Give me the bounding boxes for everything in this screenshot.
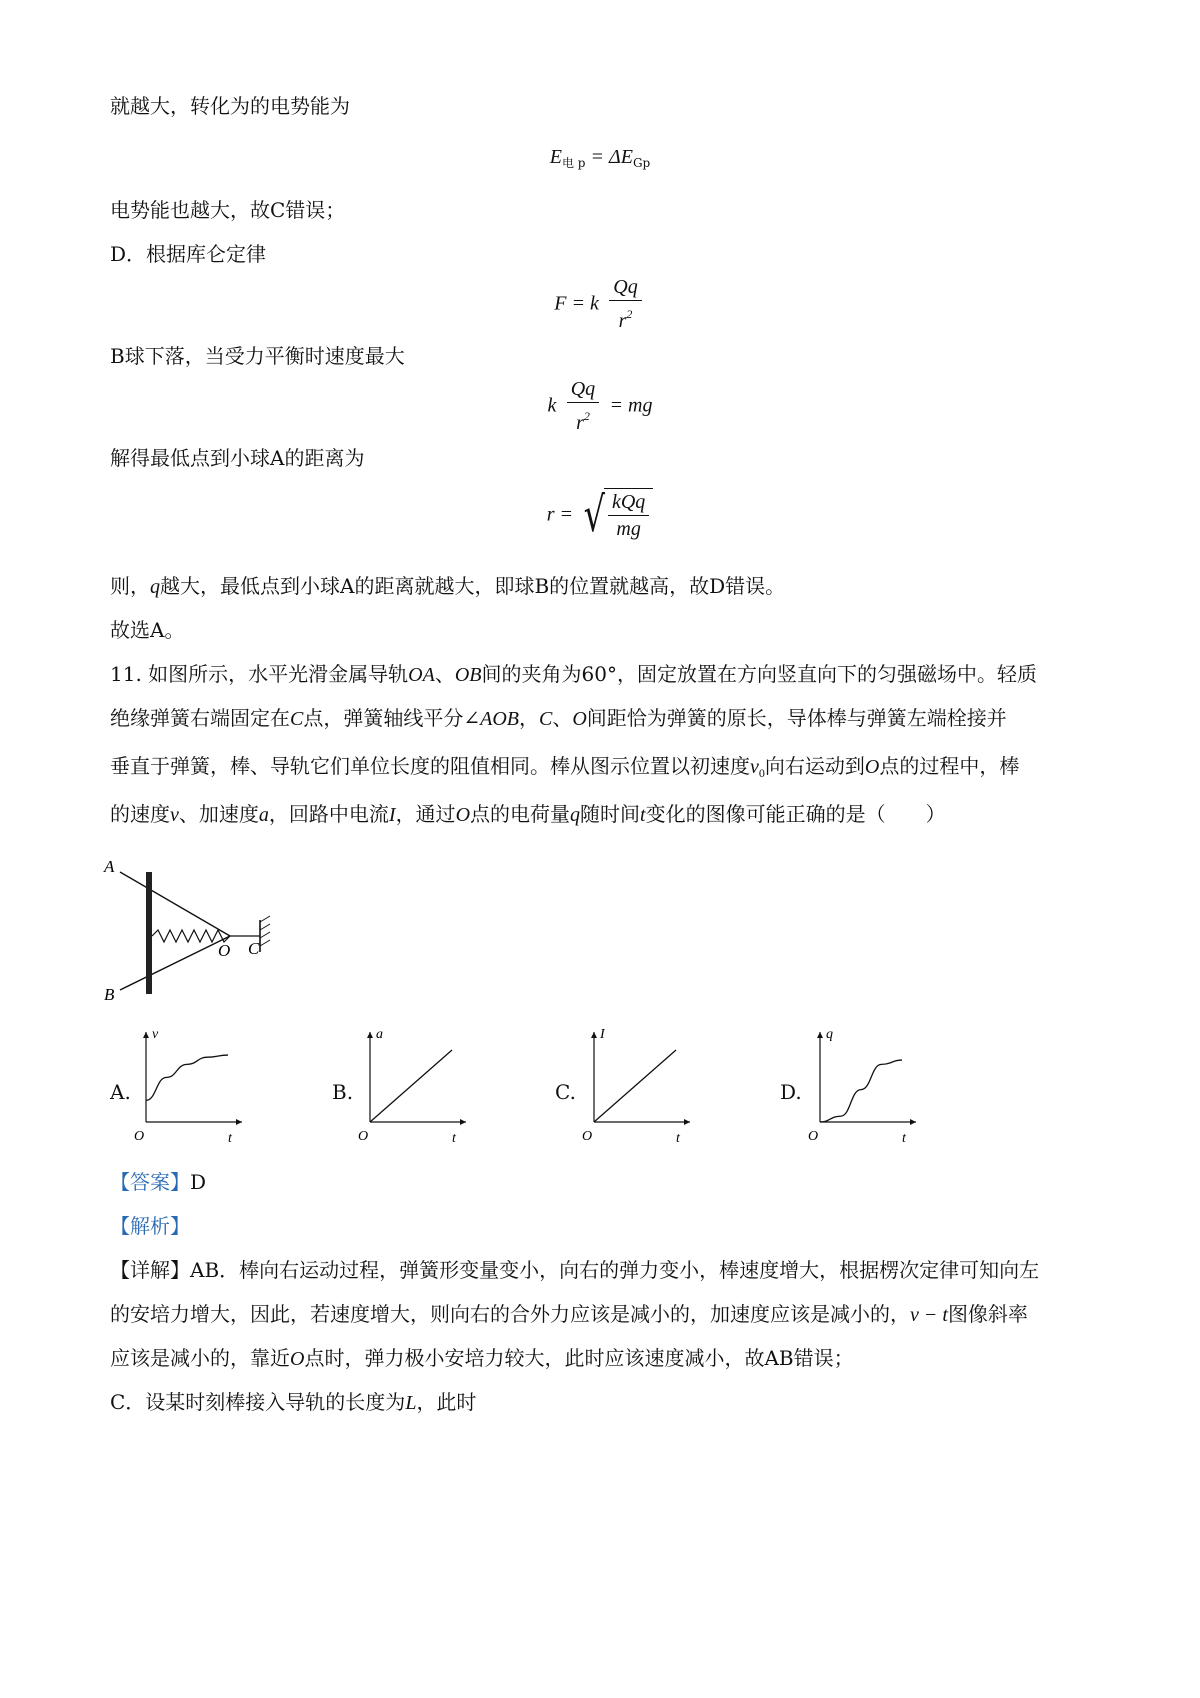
- sqrt-body: [604, 488, 653, 542]
- x-axis-arrow: [684, 1119, 690, 1125]
- text-run: 的速度: [110, 802, 170, 826]
- option-c-label[interactable]: C.: [555, 1080, 576, 1104]
- formula-symbol: E: [549, 146, 562, 168]
- text-run: 点的过程中，棒: [879, 754, 1020, 778]
- label-c: C: [248, 939, 260, 958]
- answer-line: [110, 1168, 206, 1196]
- option-d-label[interactable]: D.: [780, 1080, 802, 1104]
- origin-label: O: [134, 1129, 145, 1144]
- text-run: 点，弹簧轴线平分: [303, 706, 464, 730]
- formula-symbol: r: [618, 310, 627, 332]
- x-axis-label: t: [228, 1131, 232, 1146]
- text-run: 、: [434, 662, 455, 686]
- math-symbol: v − t: [910, 1304, 948, 1326]
- detail-line-3: [110, 1344, 854, 1373]
- text-run: 、加速度: [178, 802, 259, 826]
- numerator: Qq: [609, 274, 641, 301]
- x-axis-label: t: [452, 1131, 456, 1146]
- formula-symbol: = mg: [609, 394, 653, 417]
- question-11-line-2: [110, 704, 1007, 733]
- x-axis-arrow: [910, 1119, 916, 1125]
- formula-symbol: r: [576, 412, 584, 434]
- text-run: 变化的图像可能正确的是（ ）: [645, 802, 946, 826]
- numerator: Qq: [567, 376, 599, 403]
- hatch-mark: [260, 932, 270, 938]
- text-line: D．根据库仑定律: [110, 242, 267, 266]
- y-axis-arrow: [143, 1032, 149, 1038]
- curve-q-t: [820, 1060, 902, 1122]
- math-symbol: O: [290, 1348, 305, 1370]
- answer-tag: 【答案】: [110, 1170, 190, 1194]
- y-axis-label: v: [152, 1027, 159, 1042]
- answer-value: D: [190, 1170, 207, 1194]
- math-symbol: L: [405, 1392, 417, 1414]
- option-d-graph: [806, 1022, 936, 1152]
- text-run: 点的电荷量: [470, 802, 571, 826]
- text-run: ，: [518, 706, 539, 730]
- x-axis-label: t: [902, 1131, 906, 1146]
- option-a-graph: [132, 1022, 262, 1152]
- question-11-line-3: [110, 752, 1019, 787]
- curve-v-t: [146, 1055, 228, 1100]
- fraction: [567, 376, 599, 436]
- fraction: [608, 489, 649, 542]
- denominator: mg: [616, 518, 641, 540]
- origin-label: O: [582, 1129, 593, 1144]
- exponent: 2: [626, 307, 633, 321]
- text-run: 的安培力增大，因此，若速度增大，则向右的合外力应该是减小的，加速度应该是减小的，: [110, 1302, 910, 1326]
- math-symbol: q: [570, 804, 581, 826]
- y-axis-label: I: [600, 1027, 605, 1042]
- y-axis-label: q: [826, 1027, 833, 1042]
- math-symbol: OB: [454, 664, 482, 686]
- text-run: 垂直于弹簧，棒、导轨它们单位长度的阻值相同。棒从图示位置以初速度: [110, 754, 750, 778]
- rail-oa: [120, 872, 230, 936]
- analysis-line: [110, 1212, 190, 1240]
- text-line: 解得最低点到小球A的距离为: [110, 446, 365, 470]
- formula-symbol: r =: [546, 503, 573, 526]
- math-subscript: 0: [758, 766, 765, 780]
- detail-line-2: [110, 1300, 1028, 1329]
- denominator: [567, 403, 599, 436]
- math-symbol: O: [455, 804, 471, 826]
- text-run: 随时间: [580, 802, 641, 826]
- text-run: 应该是减小的，靠近: [110, 1346, 290, 1370]
- math-symbol: t: [640, 804, 646, 826]
- question-11-line-1: [110, 660, 1037, 689]
- text-run: 11. 如图所示，水平光滑金属导轨: [110, 662, 409, 686]
- formula-coulomb-law: [0, 274, 1200, 334]
- detail-line-1: [110, 1256, 1039, 1284]
- line-i-t: [594, 1050, 676, 1122]
- origin-label: O: [808, 1129, 819, 1144]
- text-run: C．设某时刻棒接入导轨的长度为: [110, 1390, 406, 1414]
- math-symbol: O: [572, 708, 587, 730]
- denominator: [609, 301, 641, 334]
- text-run: AB．棒向右运动过程，弹簧形变量变小，向右的弹力变小，棒速度增大，根据楞次定律可知向左: [190, 1258, 1040, 1282]
- text-line: B球下落，当受力平衡时速度最大: [110, 344, 405, 368]
- text-run: 间的夹角为60°，固定放置在方向竖直向下的匀强磁场中。轻质: [481, 662, 1037, 686]
- math-symbol: I: [388, 804, 396, 826]
- math-symbol: a: [258, 804, 269, 826]
- option-b-graph: [356, 1022, 486, 1152]
- y-axis-arrow: [367, 1032, 373, 1038]
- math-symbol: q: [150, 576, 160, 598]
- math-symbol: C: [538, 708, 553, 730]
- y-axis-arrow: [591, 1032, 597, 1038]
- formula-symbol: = ΔE: [585, 146, 633, 168]
- spring: [152, 930, 260, 942]
- math-symbol: C: [290, 708, 304, 730]
- option-a-label[interactable]: A.: [110, 1080, 131, 1104]
- origin-label: O: [358, 1129, 369, 1144]
- fraction: [609, 274, 641, 334]
- formula-force-balance: [0, 376, 1200, 436]
- formula-potential-energy: [0, 144, 1200, 171]
- label-o: O: [218, 941, 231, 960]
- text-run: 则，: [110, 574, 150, 598]
- math-symbol: O: [864, 756, 880, 778]
- formula-symbol: k: [547, 394, 557, 417]
- text-run: ，回路中电流: [268, 802, 389, 826]
- label-a: A: [104, 857, 115, 876]
- math-symbol: ∠AOB: [463, 708, 519, 730]
- text-line: 电势能也越大，故C错误；: [110, 198, 346, 222]
- x-axis-label: t: [676, 1131, 680, 1146]
- text-run: 间距恰为弹簧的原长，导体棒与弹簧左端栓接并: [586, 706, 1007, 730]
- math-symbol: v: [750, 756, 759, 778]
- detail-line-4: [110, 1388, 476, 1417]
- rail-spring-figure: [100, 850, 320, 1020]
- option-c-graph: [580, 1022, 710, 1152]
- text-line: 故选A。: [110, 618, 185, 642]
- text-run: 向右运动到: [764, 754, 865, 778]
- text-line: [110, 572, 785, 601]
- exponent: 2: [583, 409, 590, 423]
- text-run: 、: [552, 706, 573, 730]
- hatch-mark: [260, 924, 270, 930]
- hatch-mark: [260, 940, 270, 946]
- text-run: ，此时: [416, 1390, 477, 1414]
- formula-subscript: 电 p: [561, 156, 586, 170]
- text-run: 越大，最低点到小球A的距离就越大，即球B的位置就越高，故D错误。: [160, 574, 786, 598]
- formula-subscript: Gp: [632, 156, 651, 170]
- math-symbol: OA: [408, 664, 435, 686]
- y-axis-arrow: [817, 1032, 823, 1038]
- text-run: 点时，弹力极小安培力较大，此时应该速度减小，故AB错误；: [304, 1346, 854, 1370]
- x-axis-arrow: [236, 1119, 242, 1125]
- option-b-label[interactable]: B.: [332, 1080, 354, 1104]
- y-axis-label: a: [376, 1027, 383, 1042]
- math-symbol: v: [170, 804, 179, 826]
- rail-ob: [120, 936, 230, 990]
- numerator: kQq: [608, 489, 649, 516]
- formula-symbol: F = k: [554, 292, 599, 315]
- conductor-rod: [146, 872, 152, 994]
- text-run: ，通过: [395, 802, 456, 826]
- text-run: 绝缘弹簧右端固定在: [110, 706, 290, 730]
- hatch-mark: [260, 916, 270, 922]
- sqrt-sign: √: [583, 487, 606, 543]
- text-line: 就越大，转化为的电势能为: [110, 94, 350, 118]
- formula-distance: [0, 488, 1200, 542]
- text-run: 图像斜率: [947, 1302, 1028, 1326]
- detail-tag: 【详解】: [110, 1258, 190, 1282]
- label-b: B: [104, 985, 115, 1004]
- question-11-line-4: [110, 800, 946, 829]
- line-a-t: [370, 1050, 452, 1122]
- analysis-tag: 【解析】: [110, 1214, 190, 1238]
- x-axis-arrow: [460, 1119, 466, 1125]
